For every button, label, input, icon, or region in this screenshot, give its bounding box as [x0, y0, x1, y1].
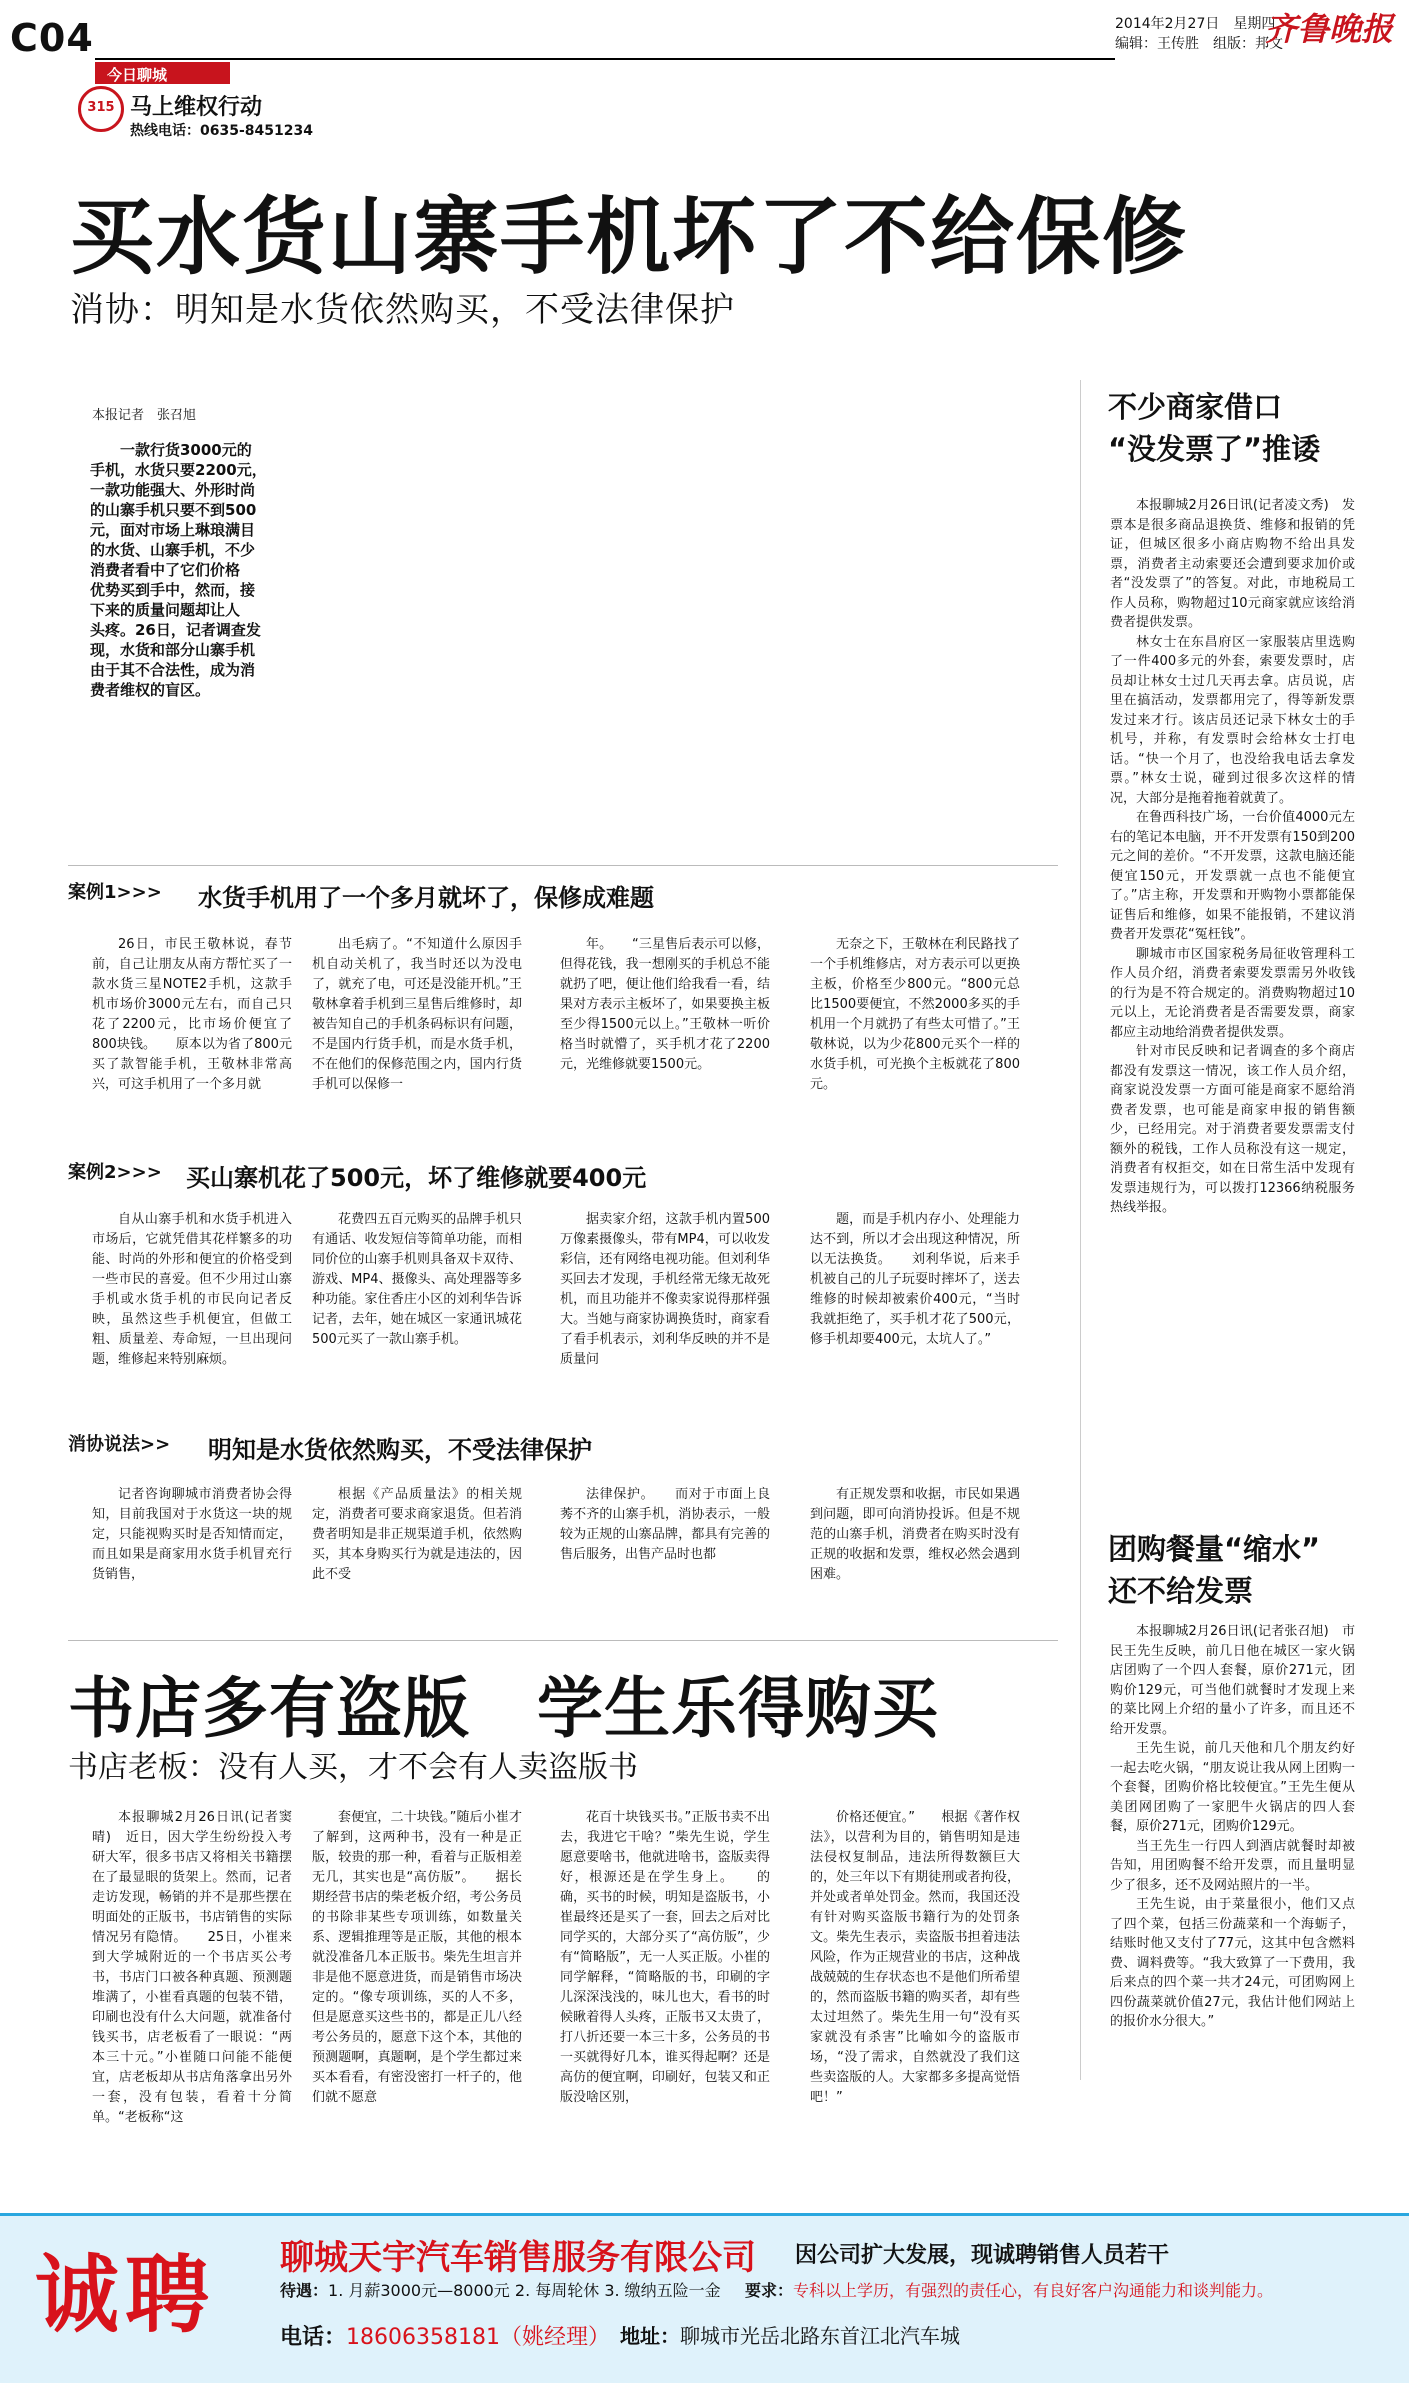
header-rule — [95, 58, 1115, 60]
lead-paragraph: 一款行货3000元的 手机，水货只要2200元， 一款功能强大、外形时尚 的山寨手机只要不到500 元，面对市场上琳琅满目 的水货、山寨手机，不少 消费者看中了它们价格 优势买到手中，然而，接 下来的质量问题却让人 头疼。26日，记者调查发 现，水货和部分山寨手机 由于其不合法性，成为消 费者维权的盲区。 — [90, 441, 267, 699]
bookstore-col1: 本报聊城2月26日讯(记者窦晴) 近日，因大学生纷纷投入考研大军，很多书店又将相关书籍摆在了最显眼的货架上。然而，记者走访发现，畅销的并不是那些摆在明面处的正版书，书店销售的实际情况另有隐情。 25日，小崔来到大学城附近的一个书店买公考书，书店门口被各种真题、预测题堆满了，小崔看真题的包装不错，印刷也没有什么大问题，就准备付钱买书，店老板看了一眼说：“两本三十元。”小崔随口问能不能便宜，店老板却从书店角落拿出另外一套，没有包装，看着十分简单。“老板称“这 — [92, 1810, 292, 2125]
ad-hiring-label: 诚聘 — [35, 2246, 216, 2344]
case1-col1: 26日，市民王敬林说，春节前，自己让朋友从南方帮忙买了一款水货三星NOTE2手机，这款手机市场价3000元左右，而自己只花了2200元，比市场价便宜了800块钱。 原本以为省了800元买了款智能手机，王敬林非常高兴，可这手机用了一个多月就 — [92, 937, 292, 1092]
xiehui-header — [68, 1430, 1058, 1464]
editor-credit: 编辑：王传胜 组版：邦文 — [1115, 36, 1283, 52]
xiehui-col3: 法律保护。 而对于市面上良莠不齐的山寨手机，消协表示，一般较为正规的山寨品牌，都具有完善的售后服务，出售产品时也都 — [560, 1487, 770, 1562]
bookstore-col4: 价格还便宜。” 根据《著作权法》，以营利为目的，销售明知是违法侵权复制品，违法所得数额巨大的，处三年以下有期徒刑或者拘役，并处或者单处罚金。然而，我国还没有针对购买盗版书籍行为的处罚条文。柴先生表示，卖盗版书担着违法风险，作为正规营业的书店，这种战战兢兢的生存状态也不是他们所希望的，然而盗版书籍的购买者，却有些太过坦然了。柴先生用一句“没有买家就没有杀害”比喻如今的盗版市场，“没了需求，自然就没了我们这些卖盗版的人。大家都多多提高觉悟吧！” — [810, 1810, 1020, 2105]
xiehui-col1: 记者咨询聊城市消费者协会得知，目前我国对于水货这一块的规定，只能视购买时是否知情而定，而且如果是商家用水货手机冒充行货销售， — [92, 1487, 292, 1582]
divider — [68, 1640, 1058, 1641]
xiehui-col4: 有正规发票和收据，市民如果遇到问题，即可向消协投诉。但是不规范的山寨手机，消费者在购买时没有正规的收据和发票，维权必然会遇到困难。 — [810, 1487, 1020, 1582]
case2-header — [68, 1158, 1058, 1192]
bookstore-col3: 花百十块钱买书。”正版书卖不出去，我进它干啥？”柴先生说，学生愿意要啥书，他就进啥书，盗版卖得好，根源还是在学生身上。 的确，买书的时候，明知是盗版书，小崔最终还是买了一套，回去之后对比同学买的，大部分买了“高仿版”，少有“简略版”，无一人买正版。小崔的同学解释，“简略版的书，印刷的字儿深深浅浅的，味儿也大，看书的时候瞅着得人头疼，正版书又太贵了，打八折还要一本三十多，公务员的书一买就得好几本，谁买得起啊？还是高仿的便宜啊，印刷好，包装又和正版没啥区别， — [560, 1810, 770, 2105]
case1-header — [68, 878, 1058, 912]
column-divider — [1080, 380, 1081, 2080]
side2-title: 团购餐量“缩水” 还不给发票 — [1108, 1532, 1321, 1608]
case2-col3: 据卖家介绍，这款手机内置500万像素摄像头，带有MP4，可以收发彩信，还有网络电视功能。但刘利华买回去才发现，手机经常无缘无故死机，而且功能并不像卖家说得那样强大。当她与商家协调换货时，商家看了看手机表示，刘利华反映的并不是质量问 — [560, 1212, 770, 1367]
consumer-rights-badge-icon: 315 — [78, 86, 124, 132]
case1-col3: 年。 “三星售后表示可以修，但得花钱，我一想刚买的手机总不能就扔了吧，便让他们给我看一看，结果对方表示主板坏了，如果要换主板至少得1500元以上。”王敬林一听价格当时就懵了，买手机才花了2200元，光维修就要1500元。 — [560, 937, 770, 1072]
case2-col2: 花费四五百元购买的品牌手机只有通话、收发短信等简单功能，而相同价位的山寨手机则具备双卡双待、游戏、MP4、摄像头、高处理器等多种功能。家住香庄小区的刘利华告诉记者，去年，她在城区一家通讯城花500元买了一款山寨手机。 — [312, 1212, 522, 1347]
ad-phone: 电话：18606358181（姚经理） — [280, 2325, 610, 2350]
case2-col1: 自从山寨手机和水货手机进入市场后，它就凭借其花样繁多的功能、时尚的外形和便宜的价格受到一些市民的喜爱。但不少用过山寨手机或水货手机的市民向记者反映，虽然这些手机便宜，但做工粗、质量差、寿命短，一旦出现问题，维修起来特别麻烦。 — [92, 1212, 292, 1367]
main-headline: 买水货山寨手机坏了不给保修 — [70, 188, 1189, 286]
case2-col4: 题，而是手机内存小、处理能力达不到，所以才会出现这种情况，所以无法换货。 刘利华说，后来手机被自己的儿子玩耍时摔坏了，送去维修的时候却被索价400元，“当时我就拒绝了，买手机才花了500元，修手机却要400元，太坑人了。” — [810, 1212, 1020, 1347]
case1-label: 案例1>>> — [68, 882, 162, 903]
side2-body: 本报聊城2月26日讯(记者张召旭) 市民王先生反映，前几日他在城区一家火锅店团购了一个四人套餐，原价271元，团购价129元，可当他们就餐时才发现上来的菜比网上介绍的量小了许多，而且还不给开发票。 王先生说，前几天他和几个朋友约好一起去吃火锅，“朋友说让我从网上团购一个套餐，团购价格比较便宜。”王先生便从美团网团购了一家肥牛火锅店的四人套餐，原价271元，团购价129元。 当王先生一行四人到酒店就餐时却被告知，用团购餐不给开发票，而且量明显少了很多，还不及网站照片的一半。 王先生说，由于菜量很小，他们又点了四个菜，包括三份蔬菜和一个海蛎子，结账时他又支付了77元，这其中包含燃料费、调料费等。“我大致算了一下费用，我后来点的四个菜一共才24元，可团购网上四份蔬菜就价值27元，我估计他们网站上的报价水分很大。” — [1110, 1624, 1355, 2029]
case1-title: 水货手机用了一个多月就坏了，保修成难题 — [198, 884, 654, 912]
xiehui-label: 消协说法>> — [68, 1434, 171, 1455]
case1-col4: 无奈之下，王敬林在利民路找了一个手机维修店，对方表示可以更换主板，价格至少800元。“800元总比1500要便宜，不然2000多买的手机用一个月就扔了有些太可惜了。”王敬林说，以为少花800元买个一样的水货手机，可光换个主板就花了800元。 — [810, 937, 1020, 1092]
side1-title: 不少商家借口 “没发票了”推诿 — [1108, 390, 1321, 466]
case1-col2: 出毛病了。“不知道什么原因手机自动关机了，我当时还以为没电了，就充了电，可还是没能开机。”王敬林拿着手机到三星售后维修时，却被告知自己的手机条码标识有问题，不是国内行货手机，而是水货手机，不在他们的保修范围之内，国内行货手机可以保修一 — [312, 937, 522, 1092]
newspaper-logo: 齐鲁晚报 — [1265, 10, 1394, 48]
ad-address: 地址：聊城市光岳北路东首江北汽车城 — [620, 2324, 960, 2348]
section-tag: 今日聊城 — [95, 62, 230, 84]
bookstore-col2: 套便宜，二十块钱。”随后小崔才了解到，这两种书，没有一种是正版，较贵的那一种，看着与正版相差无几，其实也是“高仿版”。 据长期经营书店的柴老板介绍，考公务员的书除非某些专项训练，如数量关系、逻辑推理等是正版，其他的根本就没准备几本正版书。柴先生坦言并非是他不愿意进货，而是销售市场决定的。“像专项训练，买的人不多，但是愿意买这些书的，都是正儿八经考公务员的，愿意下这个本，其他的预测题啊，真题啊，是个学生都过来买本看看，有密没密打一杆子的，他们就不愿意 — [312, 1810, 522, 2105]
ad-benefits: 待遇：1. 月薪3000元—8000元 2. 每周轮休 3. 缴纳五险一金 — [280, 2281, 721, 2300]
main-subheadline: 消协：明知是水货依然购买，不受法律保护 — [70, 290, 735, 330]
page-number: C04 — [10, 16, 94, 60]
hotline: 热线电话：0635-8451234 — [130, 123, 313, 139]
ad-slogan: 因公司扩大发展，现诚聘销售人员若干 — [795, 2243, 1170, 2268]
byline: 本报记者 张召旭 — [92, 408, 197, 423]
xiehui-title: 明知是水货依然购买，不受法律保护 — [208, 1436, 592, 1464]
ad-requirements: 要求：专科以上学历，有强烈的责任心，有良好客户沟通能力和谈判能力。 — [745, 2281, 1274, 2300]
issue-date: 2014年2月27日 星期四 — [1115, 16, 1276, 32]
ad-company: 聊城天宇汽车销售服务有限公司 — [280, 2238, 756, 2278]
column-name: 马上维权行动 — [130, 95, 263, 120]
bookstore-headline: 书店多有盗版 学生乐得购买 — [68, 1670, 939, 1747]
side1-body: 本报聊城2月26日讯(记者凌文秀) 发票本是很多商品退换货、维修和报销的凭证，但城区很多小商店购物不给出具发票，消费者主动索要还会遭到要求加价或者“没发票了”的答复。对此，市地税局工作人员称，购物超过10元商家就应该给消费者提供发票。 林女士在东昌府区一家服装店里选购了一件400多元的外套，索要发票时，店员却让林女士过几天再去拿。店员说，店里在搞活动，发票都用完了，得等新发票发过来才行。该店员还记录下林女士的手机号，并称，有发票时会给林女士打电话。“快一个月了，也没给我电话去拿发票。”林女士说，碰到过很多次这样的情况，大部分是拖着拖着就黄了。 在鲁西科技广场，一台价值4000元左右的笔记本电脑，开不开发票有150到200元之间的差价。“不开发票，这款电脑还能便宜150元，开发票就一点也不能便宜了。”店主称，开发票和开购物小票都能保证售后和维修，如果不能报销，不建议消费者开发票花“冤枉钱”。 聊城市市区国家税务局征收管理科工作人员介绍，消费者索要发票需另外收钱的行为是不符合规定的。消费购物超过10元以上，无论消费者是否需要发票，商家都应主动地给消费者提供发票。 针对市民反映和记者调查的多个商店都没有发票这一情况，该工作人员介绍，商家说没发票一方面可能是商家不愿给消费者发票，也可能是商家申报的销售额少，已经用完。对于消费者要发票需支付额外的税钱，工作人员称没有这一规定，消费者有权拒交，如在日常生活中发现有发票违规行为，可以拨打12366纳税服务热线举报。 — [1110, 498, 1355, 1215]
divider — [68, 865, 1058, 866]
xiehui-col2: 根据《产品质量法》的相关规定，消费者可要求商家退货。但若消费者明知是非正规渠道手机，依然购买，其本身购买行为就是违法的，因此不受 — [312, 1487, 522, 1582]
case2-title: 买山寨机花了500元，坏了维修就要400元 — [186, 1164, 647, 1192]
case2-label: 案例2>>> — [68, 1162, 162, 1183]
bookstore-subheadline: 书店老板：没有人买，才不会有人卖盗版书 — [68, 1750, 638, 1785]
